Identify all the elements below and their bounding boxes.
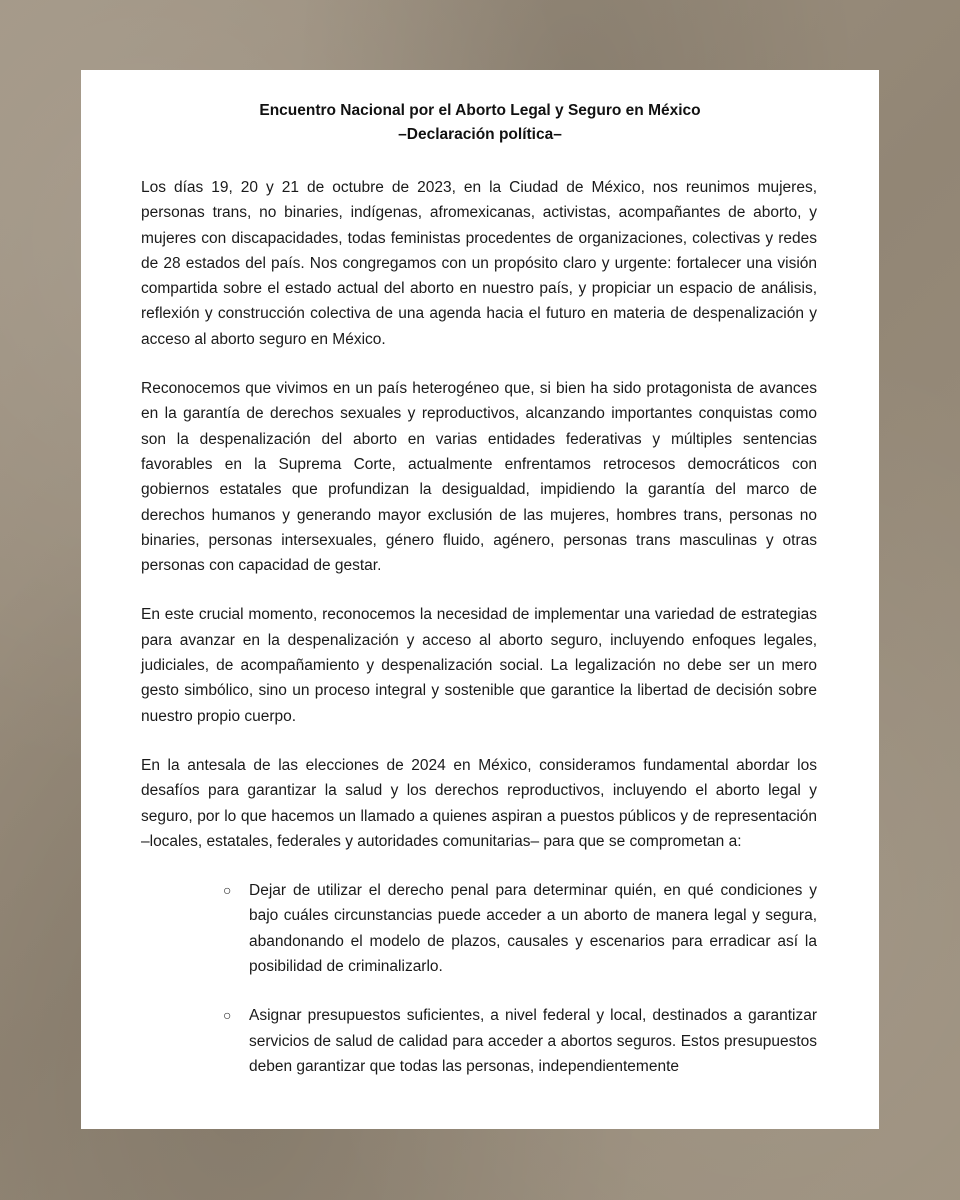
document-page — [81, 70, 879, 1129]
paragraph-4: En la antesala de las elecciones de 2024 en México, consideramos fundamental abordar los desafíos para garantizar la salud y los derechos reproductivos, incluyendo el aborto legal y seguro, por lo que hacemos un llamado a quienes aspiran a puestos públicos y de representación –locales, estatales, federales y autoridades comunitarias– para que se comprometan a: — [141, 756, 817, 850]
list-item-text: Dejar de utilizar el derecho penal para determinar quién, en qué condiciones y bajo cuáles circunstancias puede acceder a un aborto de manera legal y segura, abandonando el modelo de plazos, causales y escenarios para erradicar así la posibilidad de criminalizarlo. — [249, 882, 817, 976]
list-item — [223, 1003, 817, 1079]
document-subtitle: –Declaración política– — [398, 126, 562, 143]
list-item-text: Asignar presupuestos suficientes, a nivel federal y local, destinados a garantizar servicios de salud de calidad para acceder a abortos seguros. Estos presupuestos deben garantizar que todas las personas, independientemente — [249, 1007, 817, 1075]
document-title: Encuentro Nacional por el Aborto Legal y Seguro en México — [259, 102, 701, 119]
commitments-list — [141, 878, 817, 1079]
circle-bullet-icon: ○ — [223, 882, 232, 899]
circle-bullet-icon: ○ — [223, 1007, 232, 1024]
document-body — [141, 175, 817, 1103]
paragraph-1: Los días 19, 20 y 21 de octubre de 2023, en la Ciudad de México, nos reunimos mujeres, personas trans, no binaries, indígenas, afromexicanas, activistas, acompañantes de aborto, y mujeres con discapacidades, todas feministas procedentes de organizaciones, colectivas y redes de 28 estados del país. Nos congregamos con un propósito claro y urgente: fortalecer una visión compartida sobre el estado actual del aborto en nuestro país, y propiciar un espacio de análisis, reflexión y construcción colectiva de una agenda hacia el futuro en materia de despenalización y acceso al aborto seguro en México. — [141, 179, 817, 348]
paragraph-3: En este crucial momento, reconocemos la necesidad de implementar una variedad de estrategias para avanzar en la despenalización y acceso al aborto seguro, incluyendo enfoques legales, judiciales, de acompañamiento y despenalización social. La legalización no debe ser un mero gesto simbólico, sino un proceso integral y sostenible que garantice la libertad de decisión sobre nuestro propio cuerpo. — [141, 606, 817, 725]
list-item — [223, 878, 817, 979]
document-header — [81, 99, 879, 147]
paragraph-2: Reconocemos que vivimos en un país heterogéneo que, si bien ha sido protagonista de avances en la garantía de derechos sexuales y reproductivos, alcanzando importantes conquistas como son la despenalización del aborto en varias entidades federativas y múltiples sentencias favorables en la Suprema Corte, actualmente enfrentamos retrocesos democráticos con gobiernos estatales que profundizan la desigualdad, impidiendo la garantía del marco de derechos humanos y generando mayor exclusión de las mujeres, hombres trans, personas no binaries, personas intersexuales, género fluido, agénero, personas trans masculinas y otras personas con capacidad de gestar. — [141, 380, 817, 575]
